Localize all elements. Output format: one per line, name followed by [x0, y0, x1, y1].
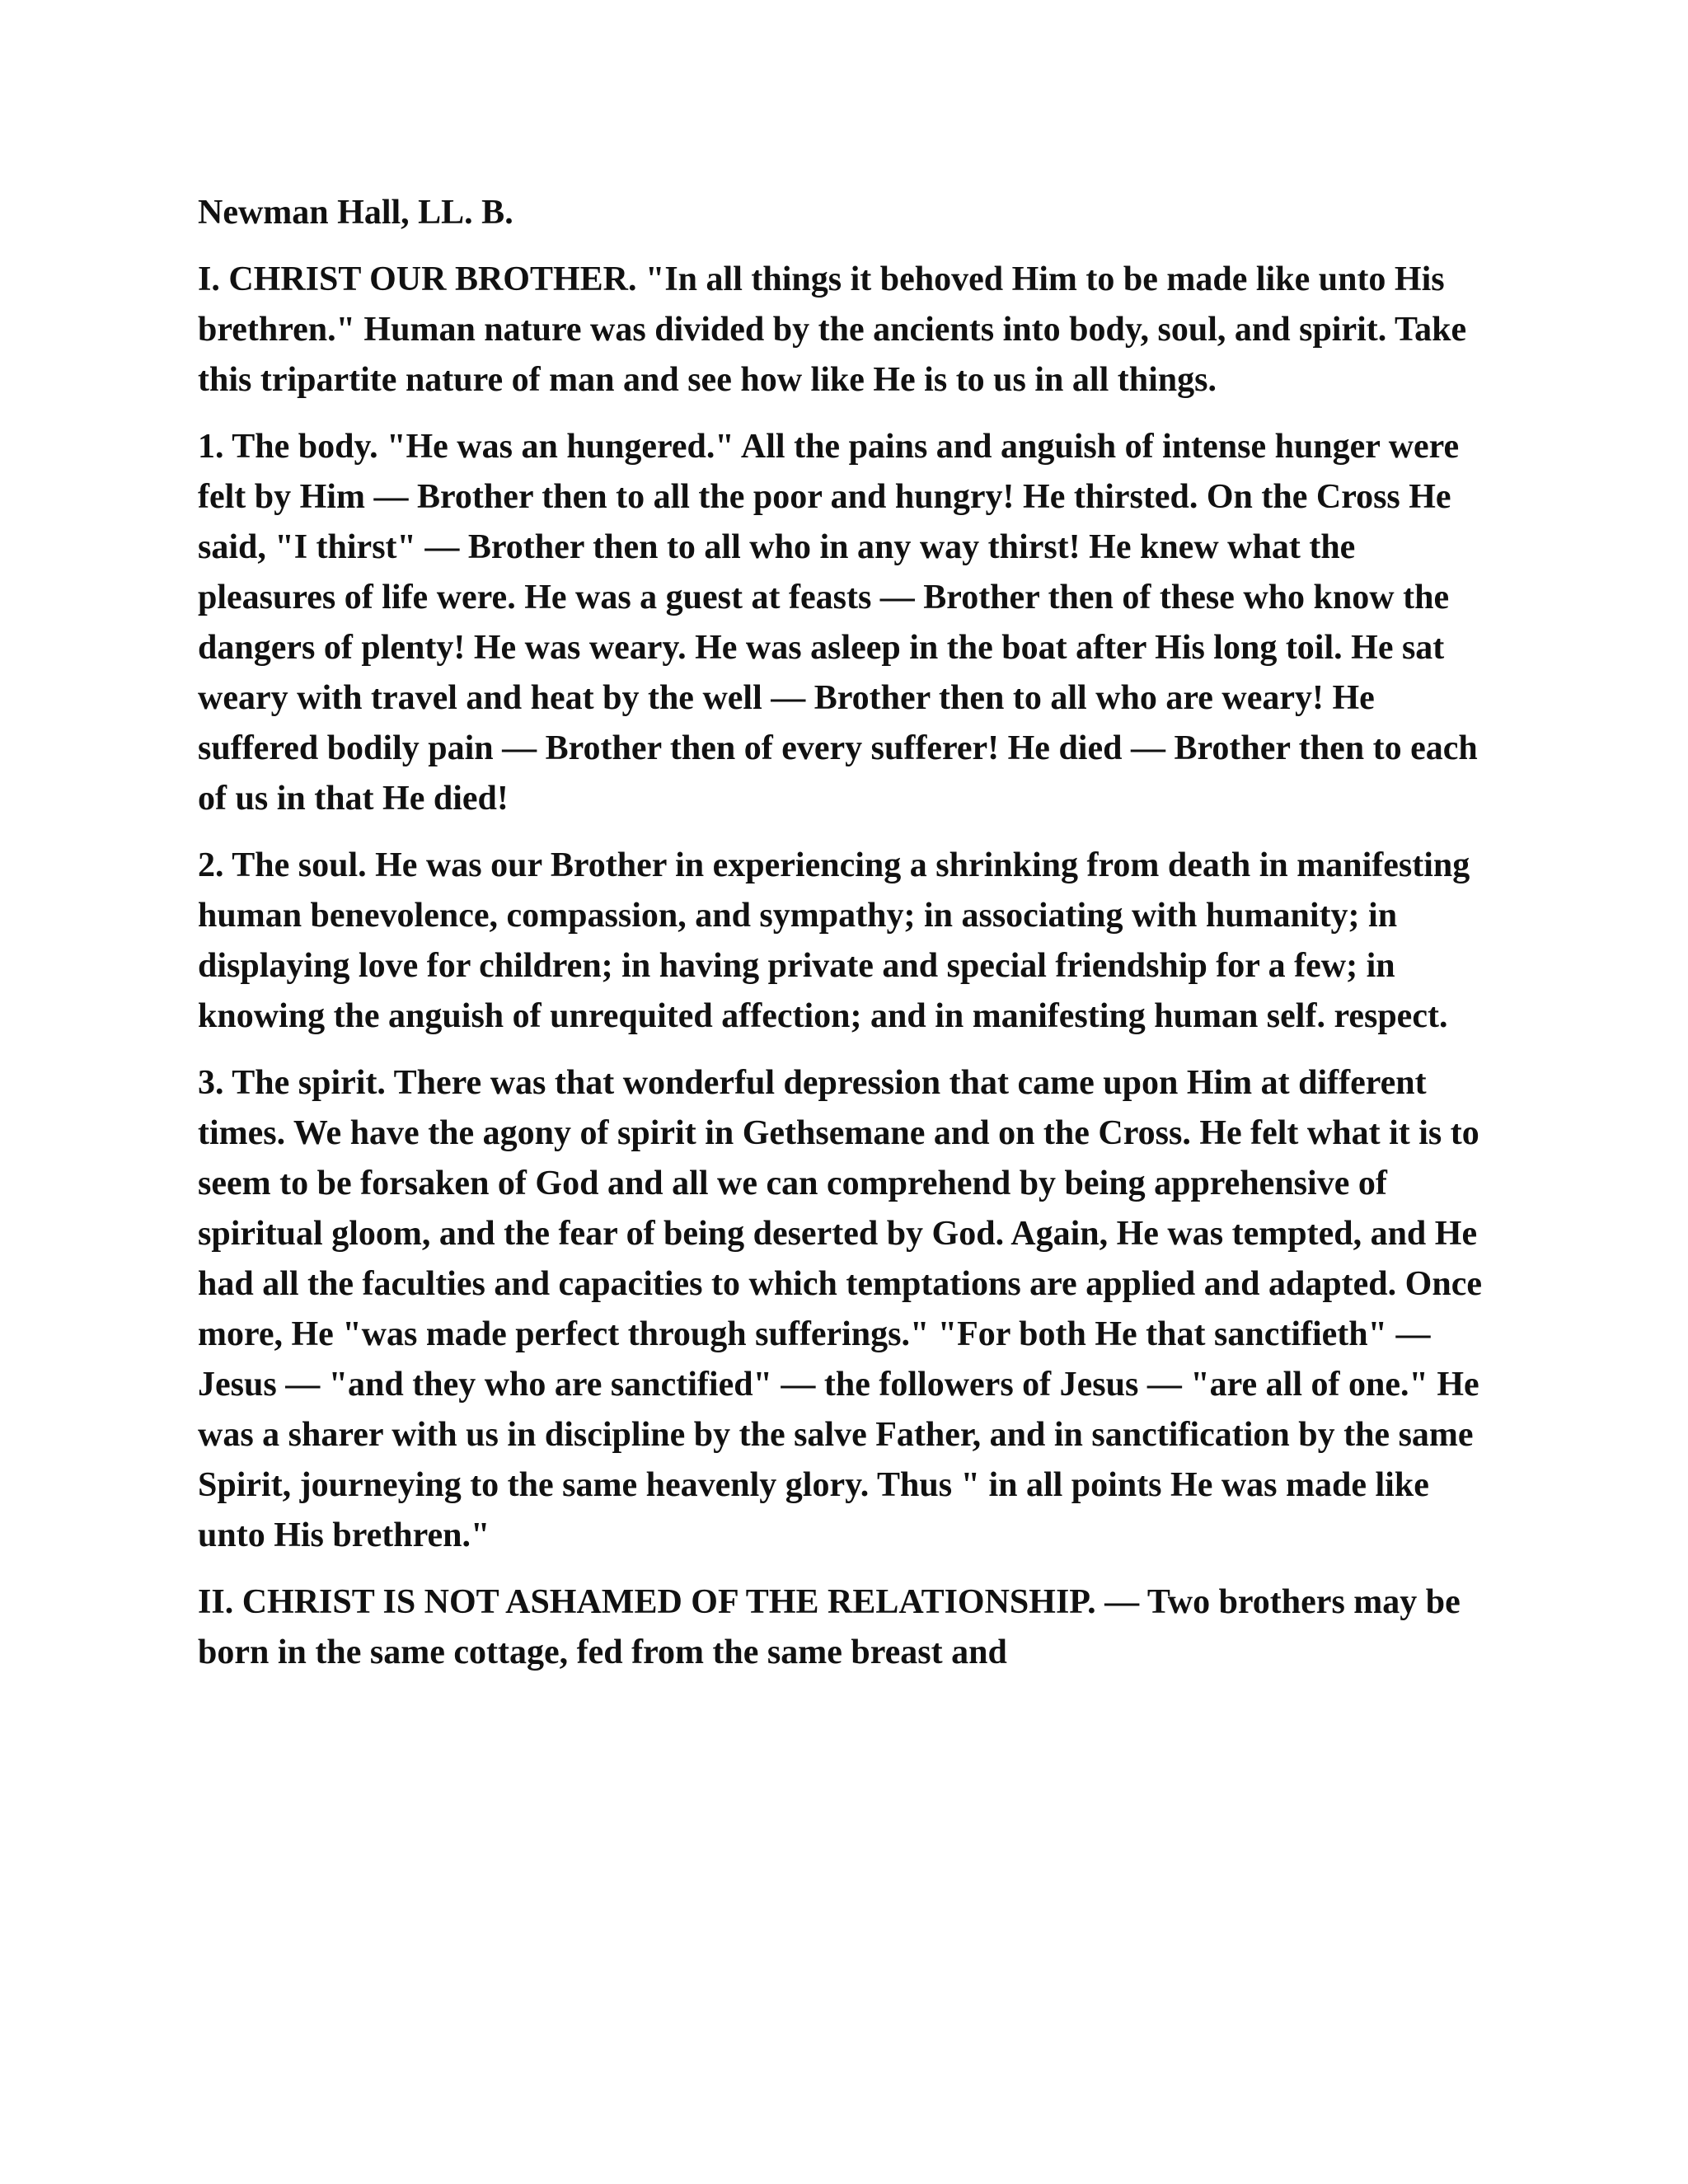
document-body — [198, 188, 1484, 1694]
author-line: Newman Hall, LL. B. — [198, 194, 513, 232]
paragraph-not-ashamed: II. CHRIST IS NOT ASHAMED OF THE RELATIONSHIP. — Two brothers may be born in the same cottage, fed from the same breast and — [198, 1583, 1461, 1671]
paragraph-the-spirit: 3. The spirit. There was that wonderful depression that came upon Him at different times. We have the agony of spirit in Gethsemane and on the Cross. He felt what it is to seem to be forsaken of God and all we can comprehend by being apprehensive of spiritual gloom, and the fear of being deserted by God. Again, He was tempted, and He had all the faculties and capacities to which temptations are applied and adapted. Once more, He "was made perfect through sufferings." "For both He that sanctifieth" — Jesus — "and they who are sanctified" — the followers of Jesus — "are all of one." He was a sharer with us in discipline by the salve Father, and in sanctification by the same Spirit, journeying to the same heavenly glory. Thus " in all points He was made like unto His brethren." — [198, 1064, 1482, 1554]
paragraph-the-soul: 2. The soul. He was our Brother in experiencing a shrinking from death in manifesting human benevolence, compassion, and sympathy; in associating with humanity; in displaying love for children; in having private and special friendship for a few; in knowing the anguish of unrequited affection; and in manifesting human self. respect. — [198, 846, 1470, 1035]
paragraph-the-body: 1. The body. "He was an hungered." All the pains and anguish of intense hunger were felt by Him — Brother then to all the poor and hungry! He thirsted. On the Cross He said, "I thirst" — Brother then to all who in any way thirst! He knew what the pleasures of life were. He was a guest at feasts — Brother then of these who know the dangers of plenty! He was weary. He was asleep in the boat after His long toil. He sat weary with travel and heat by the well — Brother then to all who are weary! He suffered bodily pain — Brother then of every sufferer! He died — Brother then to each of us in that He died! — [198, 428, 1478, 818]
paragraph-christ-our-brother: I. CHRIST OUR BROTHER. "In all things it behoved Him to be made like unto His brethren." Human nature was divided by the ancients into body, soul, and spirit. Take this tripartite nature of man and see how like He is to us in all things. — [198, 260, 1467, 399]
